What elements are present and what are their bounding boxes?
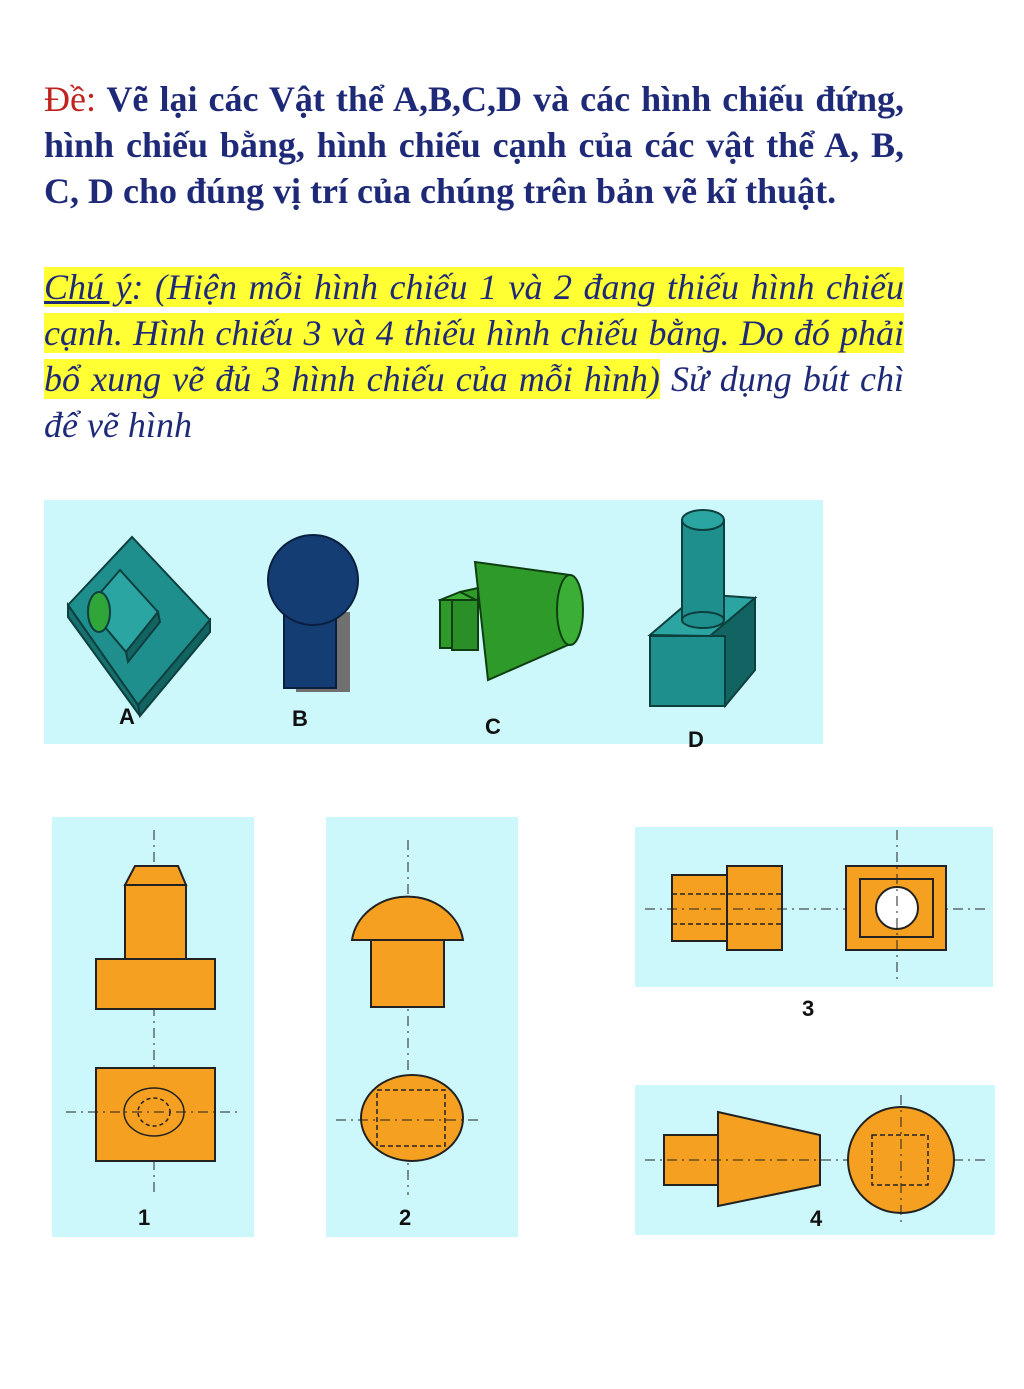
note-label: Chú ý [44, 267, 132, 307]
task-lead: Đề: [44, 79, 96, 119]
object-label-b: B [292, 706, 308, 731]
note-plain: Sử dụng bút chì để vẽ hình [44, 359, 904, 445]
object-d [650, 510, 755, 706]
object-label-d: D [688, 727, 704, 752]
object-label-a: A [119, 704, 135, 729]
object-c [440, 562, 583, 680]
projection-label-2: 2 [399, 1205, 412, 1230]
object-b [268, 535, 358, 692]
object-a [68, 537, 210, 716]
task-body: Vẽ lại các Vật thể A,B,C,D và các hình chiếu đứng, hình chiếu bằng, hình chiếu cạnh của các vật thể A, B, C, D cho đúng vị trí của chúng trên bản vẽ kĩ thuật. [44, 79, 904, 211]
projection-label-4: 4 [810, 1206, 823, 1231]
projection-1 [66, 830, 238, 1195]
projection-label-1: 1 [138, 1205, 151, 1230]
object-label-c: C [485, 714, 501, 739]
note-highlighted: : (Hiện mỗi hình chiếu 1 và 2 đang thiếu hình chiếu cạnh. Hình chiếu 3 và 4 thiếu hình chiếu bằng. Do đó phải bổ xung vẽ đủ 3 hình chiếu của mỗi hình) [44, 267, 904, 399]
projection-2 [336, 840, 480, 1195]
projection-3 [645, 830, 988, 980]
projection-label-3: 3 [802, 996, 815, 1021]
